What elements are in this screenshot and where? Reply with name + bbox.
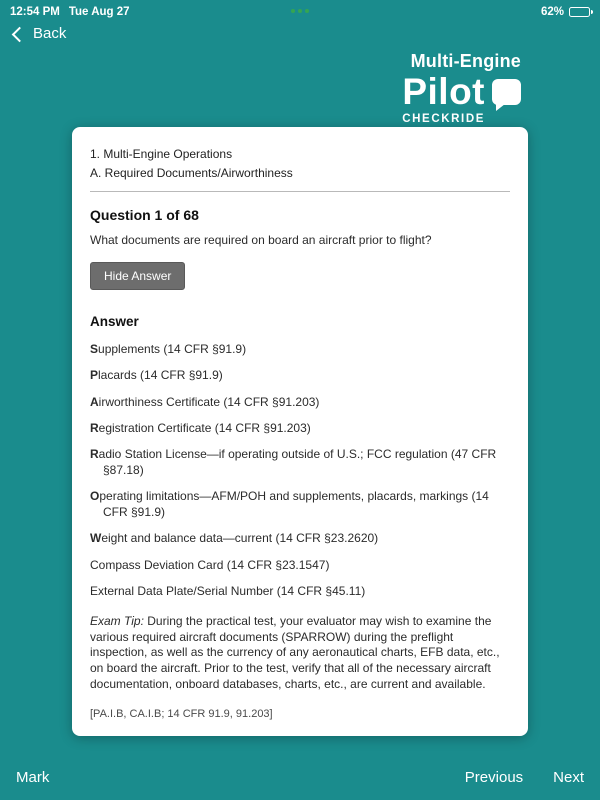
answer-item-lead: R	[90, 421, 99, 435]
reference-codes: [PA.I.B, CA.I.B; 14 CFR 91.9, 91.203]	[90, 707, 273, 720]
answer-item-text: perating limitations—AFM/POH and supplements, placards, markings (14 CFR §91.9)	[99, 489, 489, 519]
answer-item-lead: S	[90, 341, 99, 356]
exam-tip	[90, 614, 510, 693]
answer-item-lead: R	[90, 447, 99, 462]
status-time: 12:54 PM	[10, 6, 60, 18]
question-header: Question 1 of 68	[90, 207, 199, 223]
section-title: A. Required Documents/Airworthiness	[90, 166, 293, 180]
status-left	[10, 6, 130, 18]
back-label: Back	[33, 25, 67, 42]
back-chevron-icon	[12, 26, 28, 42]
battery-percent: 62%	[540, 6, 564, 18]
dot-icon	[291, 9, 295, 13]
answer-item	[90, 558, 510, 573]
answer-item	[90, 368, 510, 383]
answer-item	[90, 421, 510, 436]
status-right	[541, 6, 590, 18]
answer-item	[90, 447, 510, 478]
mark-button[interactable]: Mark	[16, 768, 50, 786]
answer-item-lead: O	[90, 489, 100, 504]
status-date: Tue Aug 27	[68, 6, 130, 18]
speech-bubble-icon	[492, 79, 521, 105]
back-button[interactable]	[14, 25, 66, 42]
battery-cap	[591, 10, 593, 14]
answer-item-text: eight and balance data—current (14 CFR §23.2620)	[101, 531, 379, 546]
answer-header: Answer	[90, 313, 139, 329]
answer-item-lead: P	[90, 368, 99, 383]
answer-item	[90, 584, 510, 599]
dot-icon	[305, 9, 309, 13]
chapter-title: 1. Multi-Engine Operations	[90, 147, 233, 161]
dot-icon	[298, 9, 302, 13]
answer-item-text: lacards (14 CFR §91.9)	[98, 368, 223, 383]
answer-item-text: Compass Deviation Card (14 CFR §23.1547)	[90, 557, 330, 572]
answer-item-text: egistration Certificate (14 CFR §91.203)	[98, 421, 311, 435]
answer-item	[90, 342, 510, 357]
previous-button[interactable]: Previous	[464, 768, 524, 786]
divider	[90, 191, 510, 192]
logo-multi-engine: Multi-Engine	[410, 51, 521, 71]
battery-icon	[569, 7, 590, 17]
answer-item-text: irworthiness Certificate (14 CFR §91.203)	[98, 394, 320, 409]
logo-pilot: Pilot	[402, 71, 485, 112]
answer-item-lead: W	[90, 531, 102, 546]
logo-pilot-row	[402, 73, 521, 110]
hide-answer-button[interactable]: Hide Answer	[90, 262, 185, 290]
bottom-right-group	[465, 769, 584, 786]
answer-item-lead: A	[90, 394, 99, 409]
exam-tip-label: Exam Tip:	[90, 613, 144, 628]
answer-item-text: External Data Plate/Serial Number (14 CFR §45.11)	[90, 584, 366, 599]
question-text: What documents are required on board an aircraft prior to flight?	[90, 233, 432, 247]
multitasking-dots-indicator[interactable]	[291, 9, 309, 13]
answer-item	[90, 531, 510, 546]
exam-tip-text: During the practical test, your evaluator may wish to examine the various required aircraft documents (SPARROW) during the preflight inspection, as well as the currency of any aeronautical charts, EFB data, etc., on board the aircraft. Prior to the test, verify that all of the necessary aircraft documentation, onboard databases, charts, etc., are current and available.	[90, 613, 500, 692]
next-button[interactable]: Next	[553, 768, 584, 786]
answer-item-text: adio Station License—if operating outside of U.S.; FCC regulation (47 CFR §87.18)	[98, 447, 497, 477]
question-card	[72, 127, 528, 736]
answer-item	[90, 395, 510, 410]
logo-checkride: CHECKRIDE	[402, 113, 485, 125]
app-logo	[402, 52, 521, 126]
answer-item-text: upplements (14 CFR §91.9)	[98, 341, 247, 356]
bottom-bar	[0, 754, 600, 800]
answer-item	[90, 489, 510, 520]
